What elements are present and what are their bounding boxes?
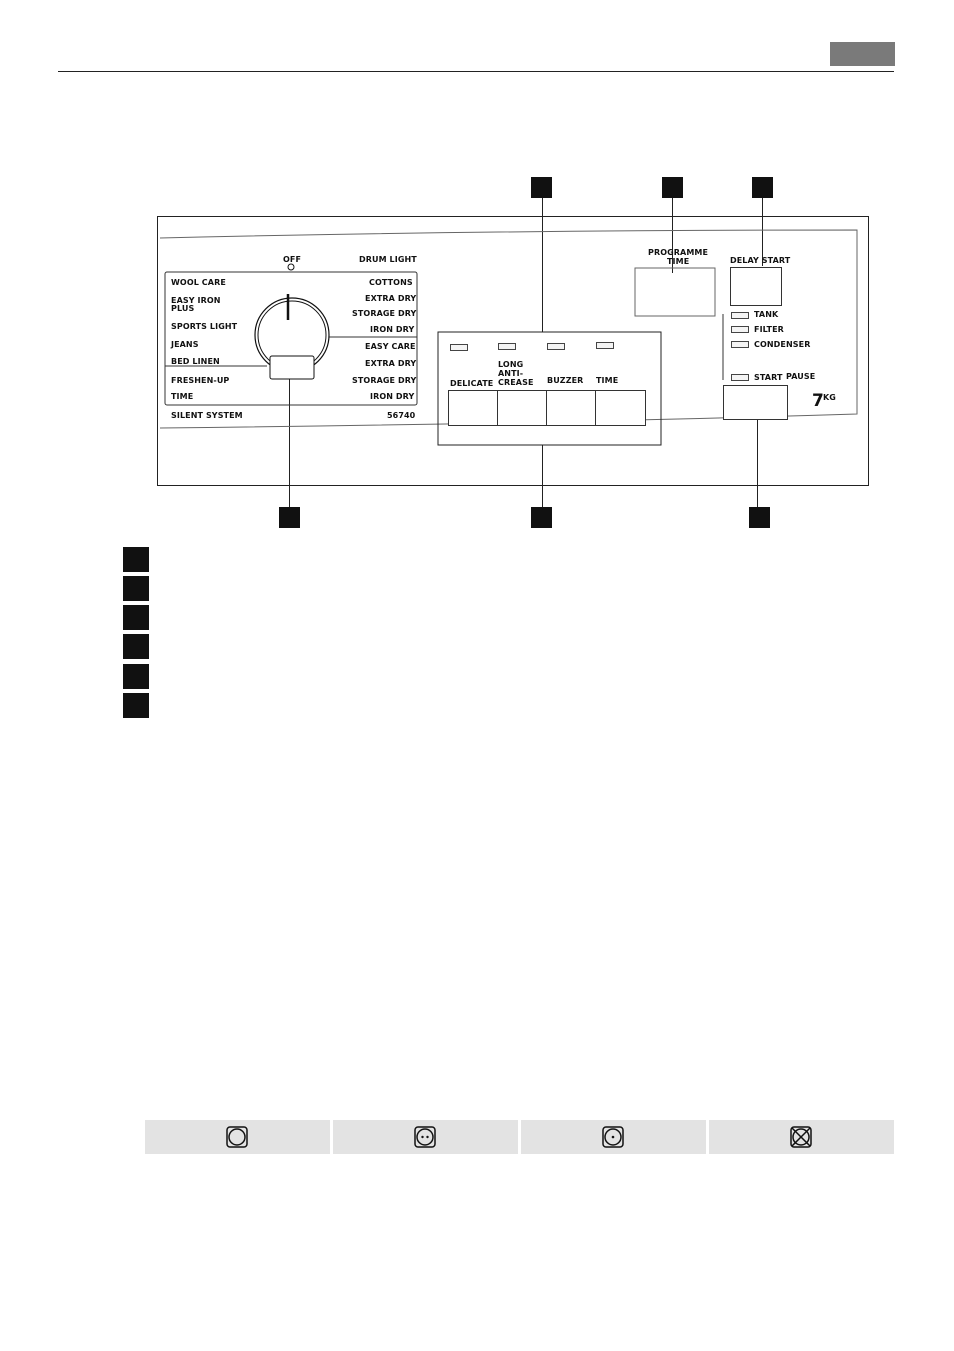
option-led: [596, 342, 614, 349]
tank-led: [731, 312, 749, 319]
option-led: [547, 343, 565, 350]
program-label: STORAGE DRY: [352, 309, 417, 318]
anti-crease-button[interactable]: [497, 390, 547, 426]
start-pause-button[interactable]: [723, 385, 788, 420]
header-tab: [830, 42, 895, 66]
delicate-label: DELICATE: [450, 379, 494, 388]
model-number: 56740: [387, 411, 416, 420]
off-label: OFF: [283, 255, 302, 264]
condenser-label: CONDENSER: [754, 340, 811, 349]
anti-crease-label: LONG: [498, 360, 524, 369]
pause-label: PAUSE: [786, 372, 816, 381]
time-button[interactable]: [595, 390, 646, 426]
start-label: START: [754, 373, 783, 382]
capacity-value: 7: [812, 391, 824, 411]
callout-marker: [752, 177, 773, 198]
callout-marker: [531, 507, 552, 528]
buzzer-label: BUZZER: [547, 376, 584, 385]
callout-marker: [279, 507, 300, 528]
symbol-cell: [145, 1120, 330, 1154]
filter-label: FILTER: [754, 325, 784, 334]
program-label: EXTRA DRY: [365, 359, 417, 368]
legend-marker: [123, 693, 149, 718]
care-symbol-bar: [145, 1120, 894, 1154]
legend-marker: [123, 634, 149, 659]
option-led: [498, 343, 516, 350]
callout-marker: [662, 177, 683, 198]
callout-marker: [531, 177, 552, 198]
do-not-tumble-dry-icon: [790, 1126, 812, 1148]
delicate-button[interactable]: [448, 390, 498, 426]
delay-start-button[interactable]: [730, 267, 782, 306]
callout-marker: [749, 507, 770, 528]
programme-time-label: TIME: [667, 257, 690, 266]
program-label: EASY IRON: [171, 296, 221, 305]
tumble-dry-circle-icon: [226, 1126, 248, 1148]
program-label: BED LINEN: [171, 357, 220, 366]
program-label: PLUS: [171, 304, 195, 313]
program-label: JEANS: [171, 340, 199, 349]
program-label: COTTONS: [369, 278, 413, 287]
program-label: TIME: [171, 392, 194, 401]
tumble-dry-low-heat-icon: [602, 1126, 624, 1148]
legend-marker: [123, 605, 149, 630]
header-rule: [58, 71, 894, 72]
legend-marker: [123, 664, 149, 689]
program-label: FRESHEN-UP: [171, 376, 230, 385]
start-led: [731, 374, 749, 381]
program-label: STORAGE DRY: [352, 376, 417, 385]
program-label: SPORTS LIGHT: [171, 322, 238, 331]
anti-crease-label: ANTI-: [498, 369, 524, 378]
symbol-cell: [709, 1120, 894, 1154]
time-label: TIME: [596, 376, 619, 385]
tumble-dry-normal-heat-icon: [414, 1126, 436, 1148]
option-led: [450, 344, 468, 351]
program-label: EXTRA DRY: [365, 294, 417, 303]
symbol-cell: [521, 1120, 706, 1154]
anti-crease-label: CREASE: [498, 378, 534, 387]
legend-marker: [123, 547, 149, 572]
tank-label: TANK: [754, 310, 779, 319]
condenser-led: [731, 341, 749, 348]
silent-system-label: SILENT SYSTEM: [171, 411, 243, 420]
program-label: DRUM LIGHT: [359, 255, 417, 264]
delay-start-label: DELAY START: [730, 256, 791, 265]
program-label: WOOL CARE: [171, 278, 226, 287]
legend-marker: [123, 576, 149, 601]
programme-time-label: PROGRAMME: [648, 248, 709, 257]
buzzer-button[interactable]: [546, 390, 596, 426]
symbol-cell: [333, 1120, 518, 1154]
program-label: EASY CARE: [365, 342, 416, 351]
capacity-unit: KG: [823, 393, 836, 402]
program-label: IRON DRY: [370, 325, 415, 334]
filter-led: [731, 326, 749, 333]
program-label: IRON DRY: [370, 392, 415, 401]
